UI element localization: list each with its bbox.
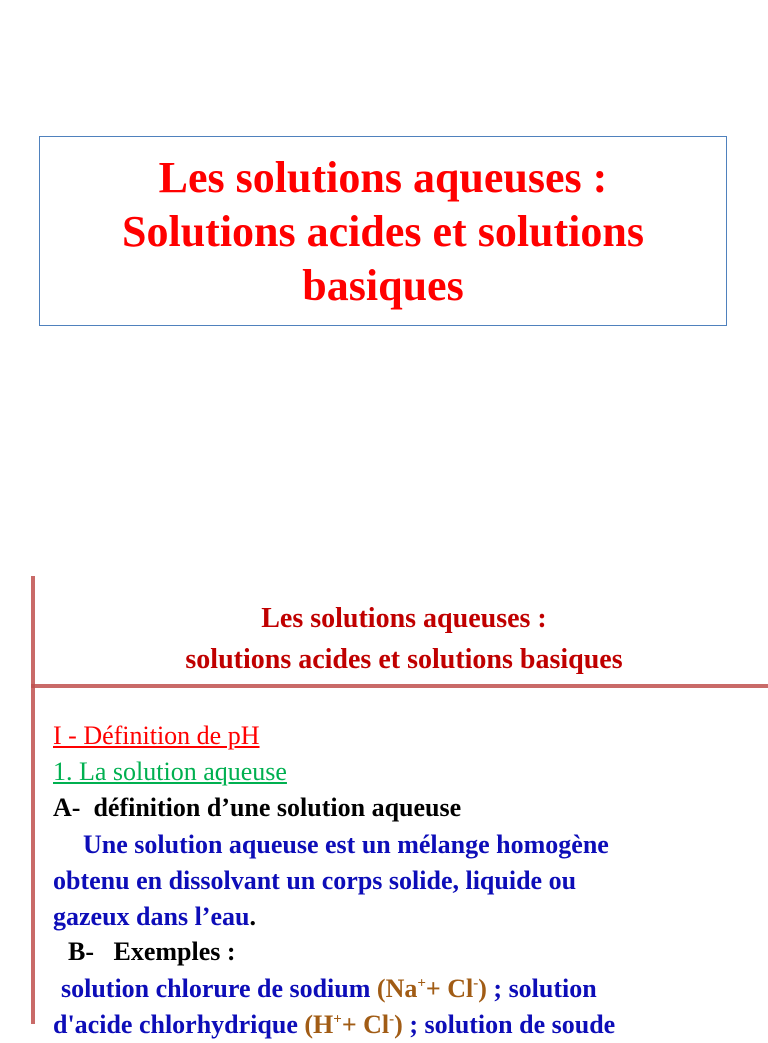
part-b-label: B- (68, 937, 94, 966)
slide-title-line-3: basiques (302, 261, 464, 310)
example-2-after: ; solution de soude (409, 1010, 616, 1039)
slide-header-line-2: solutions acides et solutions basiques (185, 644, 623, 675)
definition-line-3 (53, 899, 256, 935)
content-slide (0, 576, 768, 1039)
example-1-text: solution chlorure de sodium (61, 974, 371, 1003)
subsection-title: 1. La solution aqueuse (53, 757, 287, 786)
sodium-chloride-formula: (Na++ Cl-) (376, 974, 487, 1003)
title-box (39, 136, 727, 326)
left-rule (31, 576, 35, 1024)
section-title: I - Définition de pH (53, 721, 260, 750)
slide-header-line-1: Les solutions aqueuses : (261, 603, 547, 634)
part-b-heading (68, 934, 236, 970)
hydrochloric-acid-formula: (H++ Cl-) (304, 1010, 403, 1039)
part-a-heading (53, 790, 461, 826)
part-a-label: A- (53, 793, 81, 822)
example-line-1 (61, 971, 597, 1007)
part-a-text: définition d’une solution aqueuse (93, 793, 462, 822)
example-2-text: d'acide chlorhydrique (53, 1010, 298, 1039)
example-line-2 (53, 1007, 615, 1043)
part-b-text: Exemples : (113, 937, 236, 966)
example-1-after: ; solution (493, 974, 597, 1003)
definition-line-1: Une solution aqueuse est un mélange homogène (83, 830, 609, 859)
header-divider (31, 684, 768, 688)
definition-line-2: obtenu en dissolvant un corps solide, liquide ou (53, 866, 577, 895)
slide-title-line-2: Solutions acides et solutions (122, 207, 644, 256)
definition-period: . (249, 902, 256, 931)
definition-line-3-text: gazeux dans l’eau (53, 902, 250, 931)
slide-title-line-1: Les solutions aqueuses : (158, 153, 608, 202)
